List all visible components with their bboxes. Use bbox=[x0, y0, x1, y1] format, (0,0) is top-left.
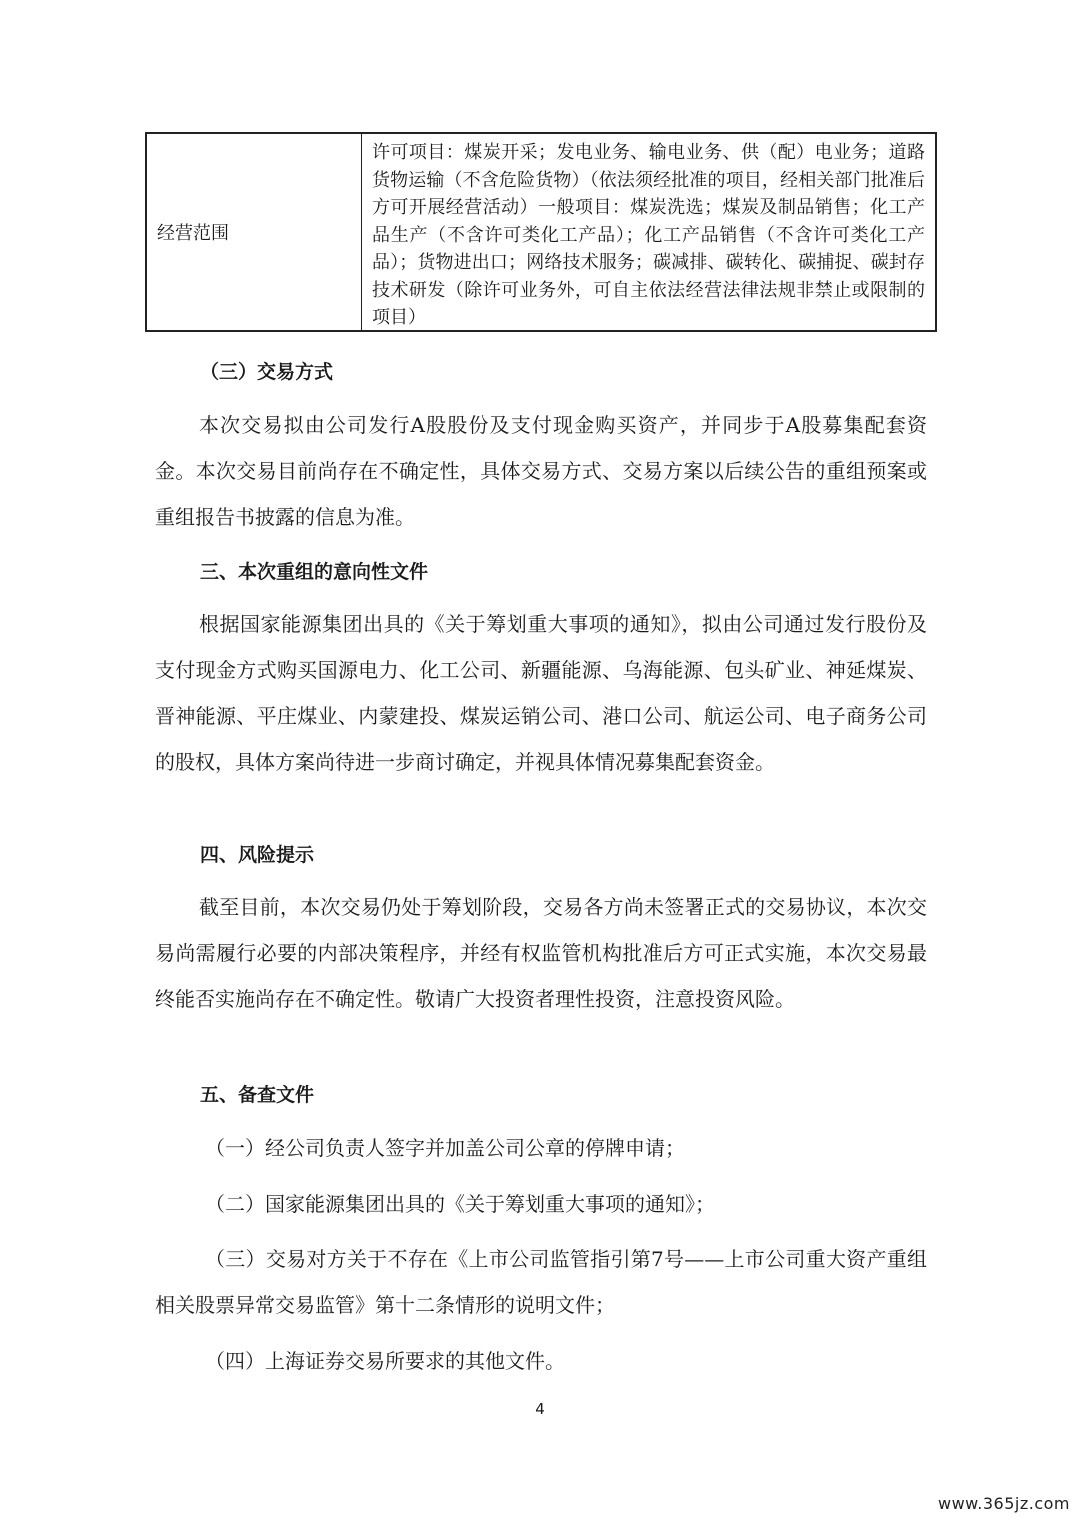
heading-intent-documents: 三、本次重组的意向性文件 bbox=[200, 561, 429, 583]
business-scope-label: 经营范围 bbox=[147, 134, 362, 330]
page-number: 4 bbox=[535, 1400, 545, 1418]
heading-trade-method: （三）交易方式 bbox=[200, 361, 334, 383]
heading-risk-warning: 四、风险提示 bbox=[200, 844, 315, 866]
paragraph-intent-documents: 根据国家能源集团出具的《关于筹划重大事项的通知》，拟由公司通过发行股份及支付现金方式购买国源电力、化工公司、新疆能源、乌海能源、包头矿业、神延煤炭、晋神能源、平庄煤业、内蒙建投、煤炭运销公司、港口公司、航运公司、电子商务公司的股权，具体方案尚待进一步商讨确定，并视具体情况募集配套资金。 bbox=[155, 612, 927, 774]
reference-document-item: （四）上海证券交易所要求的其他文件。 bbox=[205, 1349, 565, 1373]
site-watermark: www.365jz.com bbox=[937, 1494, 1070, 1513]
reference-document-item: （三）交易对方关于不存在《上市公司监管指引第7号——上市公司重大资产重组相关股票异常交易监管》第十二条情形的说明文件； bbox=[155, 1247, 927, 1317]
reference-document-item: （二）国家能源集团出具的《关于筹划重大事项的通知》； bbox=[205, 1192, 715, 1216]
heading-reference-documents: 五、备查文件 bbox=[200, 1084, 315, 1106]
paragraph-risk-warning: 截至目前，本次交易仍处于筹划阶段，交易各方尚未签署正式的交易协议，本次交易尚需履行必要的内部决策程序，并经有权监管机构批准后方可正式实施，本次交易最终能否实施尚存在不确定性。敬请广大投资者理性投资，注意投资风险。 bbox=[155, 895, 927, 1011]
business-scope-value: 许可项目：煤炭开采；发电业务、输电业务、供（配）电业务；道路货物运输（不含危险货物）（依法须经批准的项目，经相关部门批准后方可开展经营活动）一般项目：煤炭洗选；煤炭及制品销售；化工产品生产（不含许可类化工产品）；化工产品销售（不含许可类化工产品）；货物进出口；网络技术服务；碳减排、碳转化、碳捕捉、碳封存技术研发（除许可业务外，可自主依法经营法律法规非禁止或限制的项目） bbox=[372, 142, 925, 328]
business-scope-table bbox=[145, 132, 937, 332]
reference-document-item: （一）经公司负责人签字并加盖公司公章的停牌申请； bbox=[205, 1136, 685, 1160]
paragraph-trade-method: 本次交易拟由公司发行A股股份及支付现金购买资产，并同步于A股募集配套资金。本次交易目前尚存在不确定性，具体交易方式、交易方案以后续公告的重组预案或重组报告书披露的信息为准。 bbox=[155, 413, 927, 529]
